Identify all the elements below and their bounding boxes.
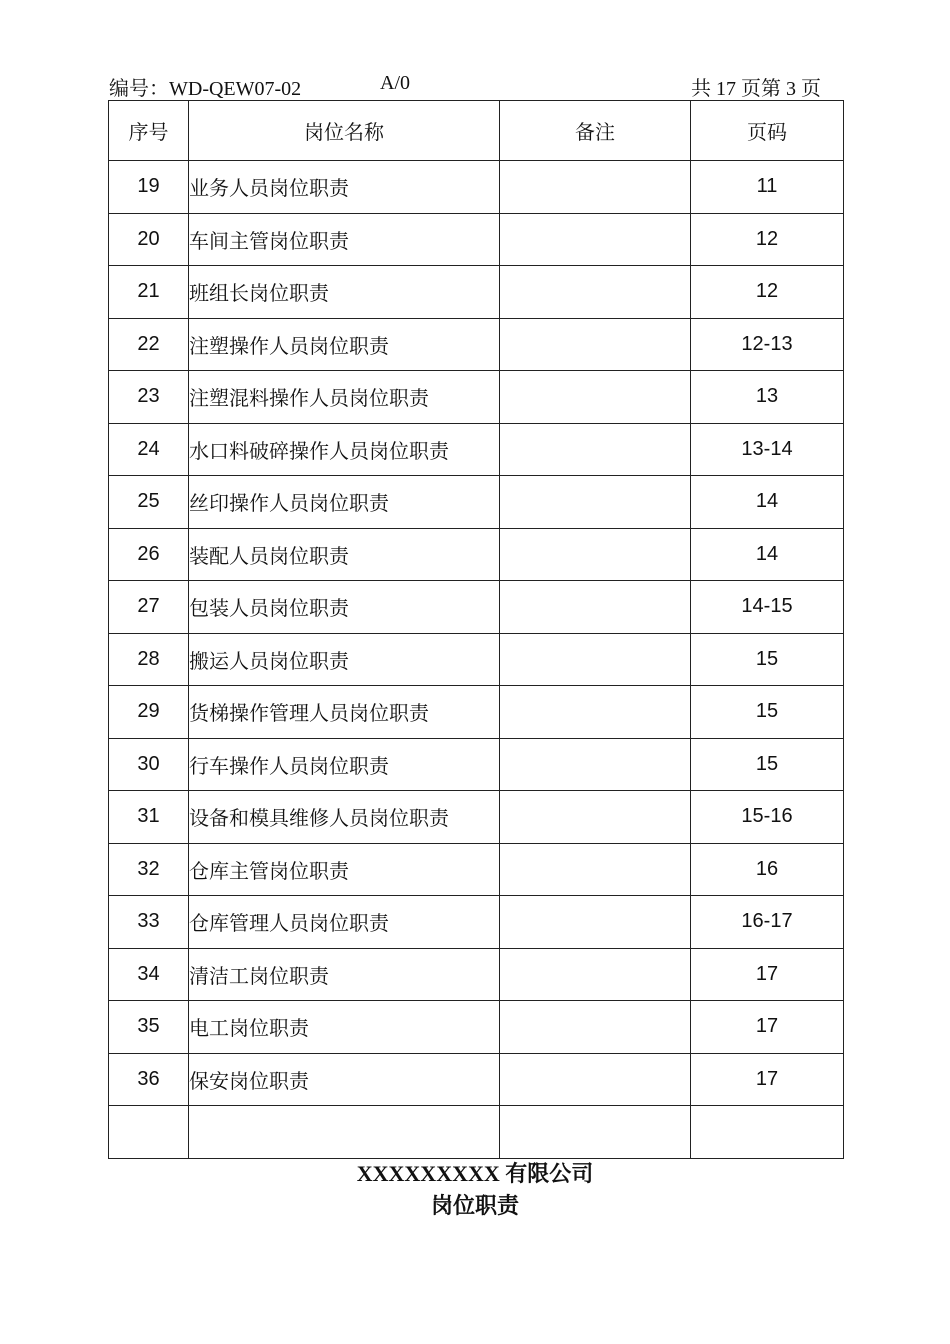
- row-serial-no: 30: [109, 738, 189, 791]
- row-position-name: 电工岗位职责: [189, 1001, 500, 1054]
- row-remarks: [500, 318, 691, 371]
- row-serial-no: 29: [109, 686, 189, 739]
- table-row: [109, 1001, 844, 1054]
- row-serial-no: 20: [109, 213, 189, 266]
- row-position-name: 包装人员岗位职责: [189, 581, 500, 634]
- row-serial-no: 23: [109, 371, 189, 424]
- row-remarks: [500, 423, 691, 476]
- header-page-no: 页码: [691, 101, 844, 161]
- row-position-name: 水口料破碎操作人员岗位职责: [189, 423, 500, 476]
- row-page-no: 15: [691, 738, 844, 791]
- row-serial-no: 26: [109, 528, 189, 581]
- row-page-no: 13: [691, 371, 844, 424]
- header-position-name: 岗位名称: [189, 101, 500, 161]
- row-remarks: [500, 266, 691, 319]
- row-remarks: [500, 1001, 691, 1054]
- row-serial-no: 28: [109, 633, 189, 686]
- row-page-no: 12: [691, 213, 844, 266]
- section-title: 岗位职责: [430, 1193, 519, 1218]
- row-remarks: [500, 371, 691, 424]
- table-row: [109, 161, 844, 214]
- revision-label: A/0: [380, 72, 410, 94]
- row-page-no: 12: [691, 266, 844, 319]
- row-page-no: 12-13: [691, 318, 844, 371]
- table-row: [109, 581, 844, 634]
- header-serial-no: 序号: [109, 101, 189, 161]
- row-remarks: [500, 213, 691, 266]
- table-row: [109, 1106, 844, 1159]
- row-serial-no: 36: [109, 1053, 189, 1106]
- row-remarks: [500, 1053, 691, 1106]
- document-code: 编号：WD-QEW07-02: [109, 78, 302, 100]
- row-position-name: 仓库管理人员岗位职责: [189, 896, 500, 949]
- row-page-no: 17: [691, 948, 844, 1001]
- table-row: [109, 423, 844, 476]
- table-row: [109, 528, 844, 581]
- row-remarks: [500, 791, 691, 844]
- table-row: [109, 1053, 844, 1106]
- row-serial-no: 19: [109, 161, 189, 214]
- row-serial-no: 34: [109, 948, 189, 1001]
- row-serial-no: 24: [109, 423, 189, 476]
- table-row: [109, 843, 844, 896]
- table-row: [109, 371, 844, 424]
- row-position-name: 货梯操作管理人员岗位职责: [189, 686, 500, 739]
- row-serial-no: 25: [109, 476, 189, 529]
- table-row: [109, 476, 844, 529]
- row-position-name: 注塑混料操作人员岗位职责: [189, 371, 500, 424]
- page-info: 共 17 页第 3 页: [691, 78, 821, 100]
- row-remarks: [500, 528, 691, 581]
- row-serial-no: 33: [109, 896, 189, 949]
- row-remarks: [500, 738, 691, 791]
- row-position-name: 装配人员岗位职责: [189, 528, 500, 581]
- row-serial-no: 22: [109, 318, 189, 371]
- table-row: [109, 266, 844, 319]
- table-row: [109, 686, 844, 739]
- row-remarks: [500, 948, 691, 1001]
- row-position-name: 业务人员岗位职责: [189, 161, 500, 214]
- row-remarks: [500, 633, 691, 686]
- table-header-row: [109, 101, 844, 161]
- row-position-name: 设备和模具维修人员岗位职责: [189, 791, 500, 844]
- table-row: [109, 738, 844, 791]
- row-position-name: 行车操作人员岗位职责: [189, 738, 500, 791]
- row-position-name: 注塑操作人员岗位职责: [189, 318, 500, 371]
- row-page-no: 15-16: [691, 791, 844, 844]
- row-position-name: 清洁工岗位职责: [189, 948, 500, 1001]
- row-position-name: [189, 1106, 500, 1159]
- row-position-name: 保安岗位职责: [189, 1053, 500, 1106]
- row-page-no: 14: [691, 476, 844, 529]
- row-page-no: 11: [691, 161, 844, 214]
- document-footer: [0, 1158, 950, 1222]
- row-page-no: 14-15: [691, 581, 844, 634]
- row-remarks: [500, 161, 691, 214]
- job-duties-index-table: [108, 100, 844, 1159]
- row-position-name: 班组长岗位职责: [189, 266, 500, 319]
- table-row: [109, 896, 844, 949]
- row-remarks: [500, 686, 691, 739]
- row-serial-no: [109, 1106, 189, 1159]
- row-page-no: 17: [691, 1053, 844, 1106]
- document-header: [109, 72, 821, 102]
- row-serial-no: 32: [109, 843, 189, 896]
- row-remarks: [500, 896, 691, 949]
- table-row: [109, 948, 844, 1001]
- row-position-name: 搬运人员岗位职责: [189, 633, 500, 686]
- row-remarks: [500, 581, 691, 634]
- row-remarks: [500, 476, 691, 529]
- row-position-name: 丝印操作人员岗位职责: [189, 476, 500, 529]
- table-row: [109, 633, 844, 686]
- header-remarks: 备注: [500, 101, 691, 161]
- row-position-name: 仓库主管岗位职责: [189, 843, 500, 896]
- row-page-no: 16-17: [691, 896, 844, 949]
- row-page-no: 14: [691, 528, 844, 581]
- table-row: [109, 318, 844, 371]
- row-page-no: 13-14: [691, 423, 844, 476]
- table-body: [109, 161, 844, 1159]
- row-serial-no: 31: [109, 791, 189, 844]
- row-page-no: 16: [691, 843, 844, 896]
- row-page-no: 17: [691, 1001, 844, 1054]
- row-serial-no: 21: [109, 266, 189, 319]
- row-serial-no: 35: [109, 1001, 189, 1054]
- row-serial-no: 27: [109, 581, 189, 634]
- row-page-no: 15: [691, 686, 844, 739]
- row-remarks: [500, 843, 691, 896]
- row-page-no: [691, 1106, 844, 1159]
- table-row: [109, 213, 844, 266]
- company-name: XXXXXXXXX 有限公司: [356, 1161, 594, 1186]
- row-remarks: [500, 1106, 691, 1159]
- row-position-name: 车间主管岗位职责: [189, 213, 500, 266]
- table-row: [109, 791, 844, 844]
- row-page-no: 15: [691, 633, 844, 686]
